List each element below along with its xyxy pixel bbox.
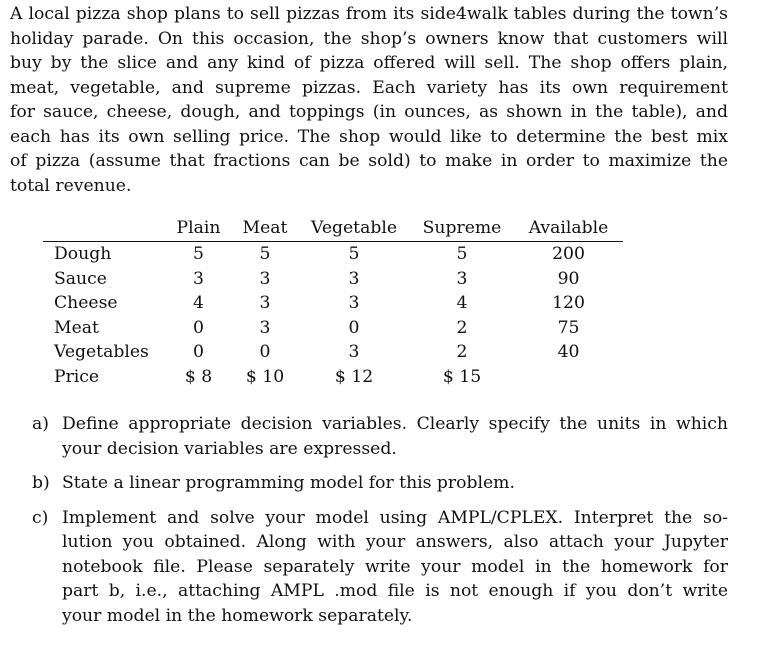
header-cell-plain: Plain: [176, 217, 221, 238]
table-cell: 0: [259, 342, 271, 362]
header-cell-empty: [43, 215, 165, 242]
problem-line: of pizza (assume that fractions can be sold) to make in order to maximize the: [10, 151, 728, 171]
row-label: Price: [54, 366, 100, 387]
question-line: notebook file. Please separately write your model in the homework for: [62, 556, 728, 577]
table-cell: 3: [456, 268, 468, 289]
table-cell: 5: [456, 244, 468, 264]
table-cell: $ 15: [442, 366, 482, 387]
table-header-row: [43, 215, 623, 242]
question-item: [32, 471, 728, 496]
header-cell-meat: Meat: [242, 217, 288, 238]
question-line: Implement and solve your model using AMPL/CPLEX. Interpret the so-: [62, 507, 728, 528]
table-cell: 3: [348, 342, 360, 362]
table-cell: $ 8: [184, 366, 213, 387]
row-label: Meat: [54, 317, 99, 338]
table-cell: 0: [193, 317, 204, 338]
question-label: c): [32, 507, 49, 528]
table-row: [43, 291, 623, 316]
row-label: Cheese: [54, 293, 118, 313]
requirements-table-wrapper: [43, 215, 623, 389]
header-cell-supreme: Supreme: [422, 217, 502, 238]
problem-line: each has its own selling price. The shop would like to determine the best mix: [10, 126, 728, 147]
question-line: Define appropriate decision variables. Clearly specify the units in which: [62, 414, 728, 434]
problem-line: buy by the slice and any kind of pizza offered will sell. The shop offers plain,: [10, 53, 728, 73]
table-row: [43, 267, 623, 292]
row-label: Dough: [54, 244, 112, 264]
table-cell: 90: [557, 268, 580, 289]
problem-line: for sauce, cheese, dough, and toppings (in ounces, as shown in the table), and: [10, 102, 728, 122]
table-cell: 2: [456, 317, 468, 338]
table-row: [43, 242, 623, 267]
table-row: [43, 316, 623, 341]
table-cell: 0: [193, 342, 204, 362]
problem-statement: [10, 2, 728, 198]
question-label: a): [32, 414, 49, 434]
header-cell-vegetable: Vegetable: [310, 217, 397, 238]
problem-line: holiday parade. On this occasion, the shop’s owners know that customers will: [10, 28, 728, 49]
table-cell: 5: [348, 244, 360, 264]
table-cell: 40: [557, 342, 580, 362]
table-cell: 0: [348, 317, 360, 338]
table-cell: 3: [259, 293, 271, 313]
header-cell-available: Available: [528, 217, 609, 238]
question-line: your decision variables are expressed.: [62, 438, 397, 459]
table-cell: [514, 365, 623, 390]
problem-line: meat, vegetable, and supreme pizzas. Each variety has its own requirement: [10, 77, 728, 98]
question-line: lution you obtained. Along with your answers, also attach your Jupyter: [62, 532, 728, 552]
question-line: State a linear programming model for this problem.: [62, 473, 515, 493]
table-cell: 3: [259, 268, 271, 289]
table-cell: 200: [552, 244, 585, 264]
table-cell: 5: [193, 244, 204, 264]
table-row: [43, 340, 623, 365]
row-label: Vegetables: [54, 342, 149, 362]
question-label: b): [32, 473, 50, 493]
table-cell: 5: [259, 244, 271, 264]
table-cell: $ 12: [334, 366, 374, 387]
table-cell: 4: [456, 293, 468, 313]
question-line: your model in the homework separately.: [62, 605, 413, 626]
table-cell: $ 10: [245, 366, 285, 387]
table-cell: 2: [456, 342, 468, 362]
question-item: [32, 506, 728, 629]
question-item: [32, 412, 728, 461]
table-row: [43, 365, 623, 390]
problem-line: A local pizza shop plans to sell pizzas from its side4walk tables during the town’s: [10, 4, 728, 24]
requirements-table: [43, 215, 623, 389]
table-cell: 3: [348, 293, 360, 313]
row-label: Sauce: [54, 268, 107, 289]
table-cell: 120: [552, 293, 585, 313]
table-cell: 3: [259, 317, 271, 338]
table-cell: 75: [557, 317, 580, 338]
problem-line: total revenue.: [10, 175, 132, 196]
question-line: part b, i.e., attaching AMPL .mod file is not enough if you don’t write: [62, 581, 728, 601]
table-cell: 4: [193, 293, 204, 313]
table-cell: 3: [348, 268, 360, 289]
question-list: [32, 412, 728, 638]
table-cell: 3: [193, 268, 204, 289]
